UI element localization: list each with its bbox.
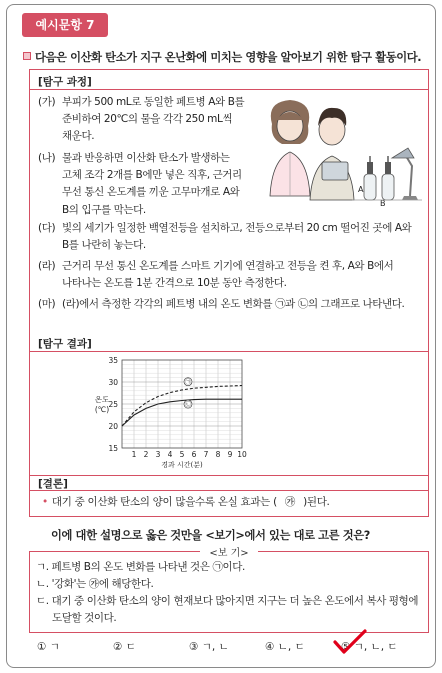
step-line: (라)에서 측정한 각각의 페트병 내의 온도 변화를 ㉠과 ㉡의 그래프로 나타낸다. <box>62 298 405 310</box>
intro-text: 다음은 이산화 탄소가 지구 온난화에 미치는 영향을 알아보기 위한 탐구 활동이다. <box>23 49 433 65</box>
y-axis-unit: (℃) <box>94 405 110 414</box>
x-tick-label: 6 <box>191 450 197 459</box>
procedure-title: [탐구 과정] <box>38 76 92 88</box>
step-line: 무선 통신 온도계를 끼운 고무마개로 A와 <box>62 186 240 199</box>
y-tick-label: 15 <box>108 444 118 453</box>
bogi-item-c: ㄷ. 대기 중 이산화 탄소의 양이 현재보다 많아지면 지구는 더 높은 온도에서 복사 평형에 <box>36 595 419 607</box>
series-label: ㉠ <box>184 379 192 387</box>
divider <box>30 89 428 90</box>
step-label: (다) <box>38 222 56 234</box>
choice-5[interactable]: ⑤ ㄱ, ㄴ, ㄷ <box>341 641 398 653</box>
tablet-icon <box>322 162 348 180</box>
step-line: B의 입구를 막는다. <box>62 203 146 216</box>
divider <box>30 475 428 476</box>
step-line: 부피가 500 mL로 동일한 페트병 A와 B를 <box>62 96 245 108</box>
step-label: (마) <box>38 298 56 310</box>
bogi-item-c-continued: 도달할 것이다. <box>52 612 117 624</box>
choice-2[interactable]: ② ㄷ <box>113 641 136 653</box>
procedure-step-ga <box>38 94 244 146</box>
bogi-title: <보 기> <box>209 548 249 559</box>
choice-3[interactable]: ③ ㄱ, ㄴ <box>189 641 229 653</box>
question-card <box>6 4 436 668</box>
x-tick-label: 2 <box>143 450 149 459</box>
step-line: 물과 반응하면 이산화 탄소가 발생하는 <box>62 152 230 164</box>
y-tick-label: 25 <box>108 400 118 409</box>
checkmark-icon <box>333 629 367 655</box>
student-boy-icon <box>310 108 354 200</box>
procedure-step-da <box>38 220 411 254</box>
step-line: 근거리 무선 통신 온도계를 스마트 기기에 연결하고 전등을 켠 후, A와 B에서 <box>62 260 394 272</box>
step-line: 빛의 세기가 일정한 백열전등을 설치하고, 전등으로부터 20 cm 떨어진 곳에 A와 <box>62 222 412 234</box>
bogi-item-b: ㄴ. '강화'는 ㉮에 해당한다. <box>36 578 154 590</box>
step-line: B를 나란히 놓는다. <box>62 239 146 252</box>
students-experiment-illustration <box>252 96 424 214</box>
step-label: (라) <box>38 260 56 272</box>
question-text: 이에 대한 설명으로 옳은 것만을 <보기>에서 있는 대로 고른 것은? <box>51 529 370 542</box>
step-label: (나) <box>38 152 56 164</box>
x-tick-label: 7 <box>203 450 209 459</box>
bogi-item-a: ㄱ. 페트병 B의 온도 변화를 나타낸 것은 ㉠이다. <box>36 561 245 573</box>
choice-1[interactable]: ① ㄱ <box>37 641 60 653</box>
y-tick-label: 30 <box>108 378 118 387</box>
divider <box>30 490 428 491</box>
inquiry-box <box>29 69 429 517</box>
conclusion-title: [결론] <box>38 478 68 490</box>
procedure-step-ma <box>38 296 404 313</box>
example-question-tag: 예시문항 7 <box>22 13 108 37</box>
pet-bottle-a-icon <box>364 156 376 200</box>
choice-4[interactable]: ④ ㄴ, ㄷ <box>265 641 305 653</box>
series-label: ㉡ <box>184 401 192 409</box>
x-axis-label: 경과 시간(분) <box>161 461 203 469</box>
bullet-dot-icon: • <box>42 496 48 508</box>
x-tick-label: 4 <box>167 450 173 459</box>
result-title: [탐구 결과] <box>38 338 92 350</box>
blank-marker: ㉮ <box>284 496 296 508</box>
step-line: 나타나는 온도를 1분 간격으로 10분 동안 측정한다. <box>62 277 287 290</box>
bogi-box <box>29 548 429 633</box>
bottle-label-b: B <box>380 199 386 208</box>
y-tick-label: 35 <box>108 356 118 365</box>
divider <box>30 351 428 352</box>
step-line: 고체 조각 2개를 B에만 넣은 직후, 근거리 <box>62 169 242 182</box>
y-axis-label: 온도 <box>94 395 110 404</box>
pet-bottle-b-icon <box>382 156 394 200</box>
lamp-icon <box>392 148 418 200</box>
student-girl-icon <box>270 100 310 196</box>
x-tick-label: 1 <box>131 450 137 459</box>
x-tick-label: 9 <box>227 450 233 459</box>
bottle-label-a: A <box>358 185 364 194</box>
x-tick-label: 10 <box>237 450 247 459</box>
square-bullet-icon <box>23 52 31 60</box>
step-label: (가) <box>38 96 56 108</box>
procedure-step-ra <box>38 258 393 292</box>
x-tick-label: 8 <box>215 450 221 459</box>
step-line: 채운다. <box>62 130 95 143</box>
step-line: 준비하여 20℃의 물을 각각 250 mL씩 <box>62 113 233 126</box>
temperature-chart <box>30 354 260 474</box>
x-tick-label: 3 <box>155 450 161 459</box>
procedure-step-na <box>38 150 242 219</box>
x-tick-label: 5 <box>179 450 185 459</box>
y-tick-label: 20 <box>108 422 118 431</box>
conclusion-text: • 대기 중 이산화 탄소의 양이 많을수록 온실 효과는 ( ㉮ )된다. <box>42 496 330 508</box>
